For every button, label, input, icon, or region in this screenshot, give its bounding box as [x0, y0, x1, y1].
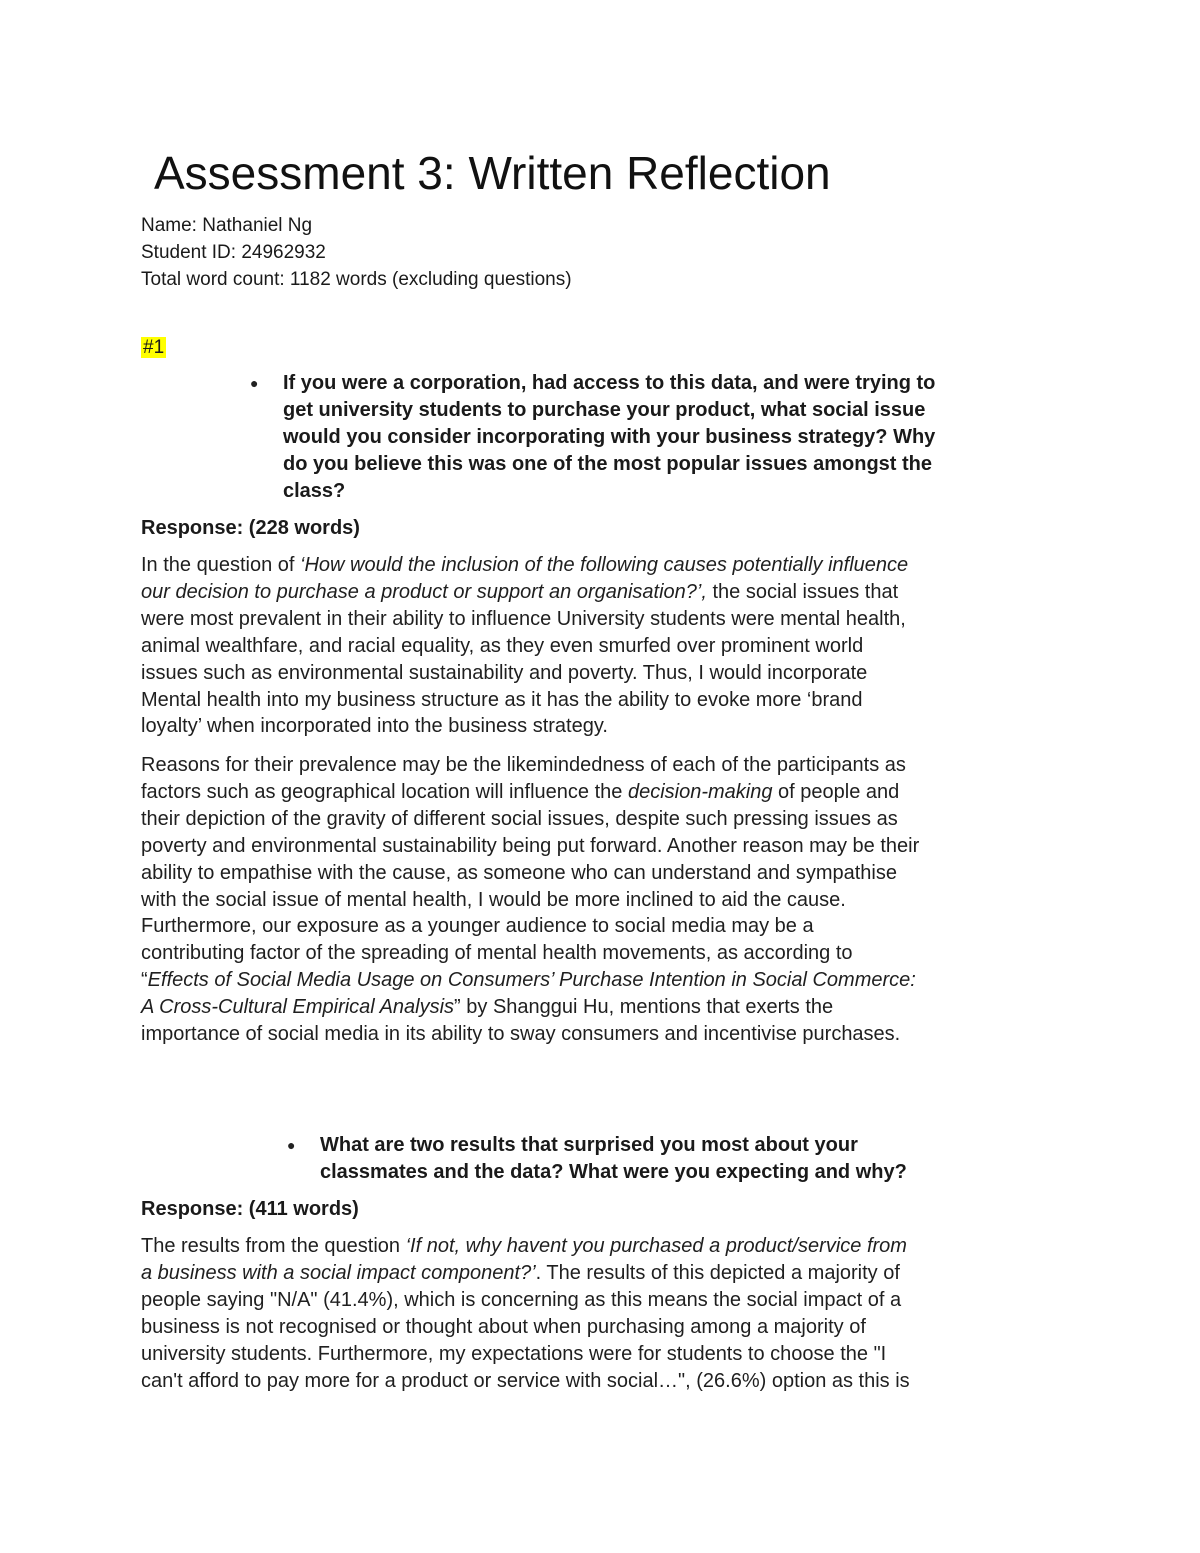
question-line: What are two results that surprised you most about your: [320, 1134, 858, 1156]
student-id: Student ID: 24962932: [141, 242, 326, 263]
paragraph-line: “Effects of Social Media Usage on Consumers’ Purchase Intention in Social Commerce:: [141, 969, 916, 992]
paragraph-line: In the question of ‘How would the inclusion of the following causes potentially influence: [141, 554, 909, 576]
question-2: [320, 1132, 1080, 1186]
paragraph-line: poverty and environmental sustainability being put forward. Another reason may be their: [141, 834, 920, 857]
paragraph-line: business is not recognised or thought about when purchasing among a majority of: [141, 1315, 866, 1338]
response-heading-1: Response: (228 words): [141, 517, 360, 539]
student-name: Name: Nathaniel Ng: [141, 215, 313, 236]
document-title: Assessment 3: Written Reflection: [154, 147, 831, 199]
paragraph-line: issues such as environmental sustainability and poverty. Thus, I would incorporate: [141, 661, 868, 684]
paragraph-line: people saying "N/A" (41.4%), which is concerning as this means the social impact of a: [141, 1288, 902, 1311]
section-number: [141, 336, 166, 360]
paragraph-line: our decision to purchase a product or support an organisation?’, the social issues that: [141, 580, 899, 603]
paragraph-line: importance of social media in its ability to sway consumers and incentivise purchases.: [141, 1023, 901, 1046]
question-line: classmates and the data? What were you expecting and why?: [320, 1161, 907, 1183]
response-heading-2: Response: (411 words): [141, 1198, 359, 1220]
bullet-icon: ●: [287, 1137, 296, 1153]
question-line: If you were a corporation, had access to this data, and were trying to: [283, 372, 936, 394]
total-word-count: Total word count: 1182 words (excluding questions): [141, 269, 572, 290]
paragraph-line: contributing factor of the spreading of mental health movements, as according to: [141, 942, 853, 965]
question-line: get university students to purchase your product, what social issue: [283, 399, 926, 421]
paragraph-line: The results from the question ‘If not, why havent you purchased a product/service from: [141, 1235, 907, 1257]
paragraph-line: loyalty’ when incorporated into the business strategy.: [141, 715, 608, 738]
paragraph-line: animal wealthfare, and racial equality, as they even smurfed over prominent world: [141, 634, 864, 657]
paragraph-line: ability to empathise with the cause, as someone who can understand and sympathise: [141, 861, 897, 884]
highlighted-section-number: #1: [143, 337, 165, 358]
bullet-icon: ●: [250, 375, 259, 391]
paragraph-line: can't afford to pay more for a product or service with social…", (26.6%) option as this is: [141, 1369, 910, 1392]
response-1-paragraph-2: [141, 752, 1061, 1048]
question-line: class?: [283, 480, 346, 502]
paragraph-line: their depiction of the gravity of different social issues, despite such pressing issues as: [141, 807, 898, 830]
paragraph-line: factors such as geographical location will influence the decision-making of people and: [141, 780, 900, 803]
paragraph-line: A Cross-Cultural Empirical Analysis” by Shanggui Hu, mentions that exerts the: [141, 996, 834, 1019]
paragraph-line: were most prevalent in their ability to influence University students were mental health,: [141, 607, 906, 630]
paragraph-line: Mental health into my business structure as it has the ability to evoke more ‘brand: [141, 688, 863, 711]
response-2-paragraph-1: [141, 1233, 1061, 1394]
paragraph-line: university students. Furthermore, my expectations were for students to choose the "I: [141, 1342, 887, 1365]
paragraph-line: Reasons for their prevalence may be the likemindedness of each of the participants as: [141, 754, 906, 776]
question-1: [283, 370, 1073, 505]
question-line: do you believe this was one of the most popular issues amongst the: [283, 453, 933, 475]
paragraph-line: a business with a social impact component?’. The results of this depicted a majority of: [141, 1261, 900, 1284]
response-1-paragraph-1: [141, 552, 1061, 740]
question-line: would you consider incorporating with your business strategy? Why: [283, 426, 936, 448]
paragraph-line: with the social issue of mental health, I would be more inclined to aid the cause.: [141, 888, 846, 911]
paragraph-line: Furthermore, our exposure as a younger audience to social media may be a: [141, 915, 814, 938]
student-details: [141, 212, 572, 293]
